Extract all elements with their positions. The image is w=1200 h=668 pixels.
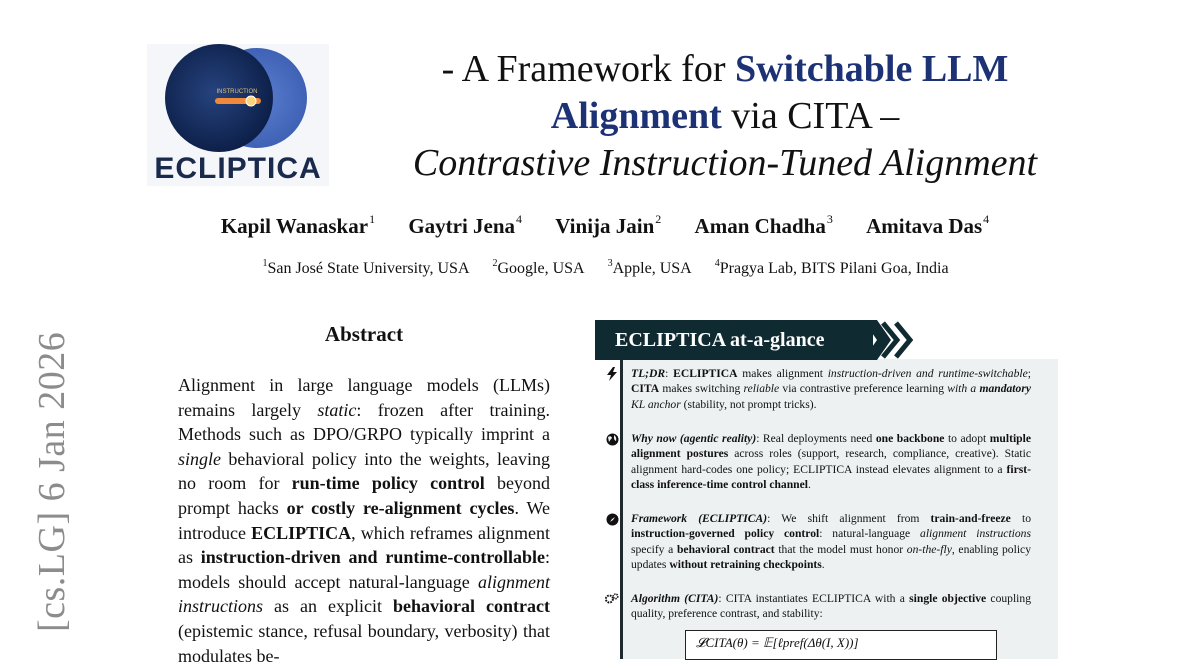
author: Amitava Das$^4$ — [866, 212, 990, 238]
affiliation: $^2$Google, USA — [492, 258, 585, 277]
affiliation-list — [140, 260, 1070, 278]
eclipse-logo-graphic — [147, 44, 329, 156]
gears-icon — [605, 592, 619, 606]
arxiv-side-stamp: [cs.LG] 6 Jan 2026 — [31, 331, 73, 632]
title-line-2: Alignment via CITA – — [550, 95, 900, 137]
at-a-glance-box — [595, 320, 1065, 650]
globe-icon — [605, 432, 619, 446]
author: Vinija Jain$^2$ — [555, 212, 662, 238]
glance-item-framework: Framework (ECLIPTICA): We shift alignment from train-and-freeze to instruction-governed policy control: natural-language alignment instructions specify a behavioral contract that the model must honor on-the-fly, enabling policy updates without retraining checkpoints. — [631, 511, 1031, 572]
affiliation: $^4$Pragya Lab, BITS Pilani Goa, India — [714, 258, 949, 277]
affiliation: $^1$San José State University, USA — [262, 258, 470, 277]
title-line-1: - A Framework for Switchable LLM — [441, 48, 1009, 90]
author: Kapil Wanaskar$^1$ — [220, 212, 376, 238]
glance-item-why-now: Why now (agentic reality): Real deployments need one backbone to adopt multiple alignment postures across roles (support, research, compliance, creative). Static alignment hard-codes one policy; ECLIPTICA instead elevates alignment to a first-class inference-time control channel. — [631, 431, 1031, 492]
affiliation: $^3$Apple, USA — [607, 258, 692, 277]
cita-formula-box: 𝓛CITA(θ) = 𝔼[ℓpref(Δθ(I, X))] — [685, 630, 997, 660]
at-a-glance-header: ECLIPTICA at-a-glance — [595, 320, 873, 360]
author: Gaytri Jena$^4$ — [408, 212, 523, 238]
glance-item-algorithm: Algorithm (CITA): CITA instantiates ECLIPTICA with a single objective coupling quality, preference contrast, and stability: — [631, 591, 1031, 622]
title-subtitle: Contrastive Instruction-Tuned Alignment — [412, 142, 1038, 184]
paper-title — [340, 46, 1110, 187]
lightning-icon — [605, 367, 619, 381]
logo-wordmark: ECLIPTICA — [154, 152, 322, 185]
glance-item-tldr: TL;DR: ECLIPTICA makes alignment instruction-driven and runtime-switchable; CITA makes switching reliable via contrastive preference learning with a mandatory KL anchor (stability, not prompt tricks). — [631, 366, 1031, 412]
author: Aman Chadha$^3$ — [694, 212, 833, 238]
author-list — [140, 214, 1070, 239]
logo-slider-label: INSTRUCTION — [216, 89, 258, 95]
ecliptica-logo — [147, 44, 329, 186]
compass-icon — [605, 512, 619, 526]
abstract-text: Alignment in large language models (LLMs) remains largely static: frozen after training. Methods such as DPO/GRPO typically imprint a single behavioral policy into the weights, leaving no room for run-time policy control beyond prompt hacks or costly re-alignment cycles. We introduce ECLIPTICA, which reframes alignment as instruction-driven and runtime-controllable: models should accept natural-language alignment instructions as an explicit behavioral contract (epistemic stance, refusal boundary, verbosity) that modulates be- — [178, 375, 551, 666]
chevron-arrows-icon — [863, 320, 923, 360]
abstract-heading: Abstract — [324, 322, 404, 346]
